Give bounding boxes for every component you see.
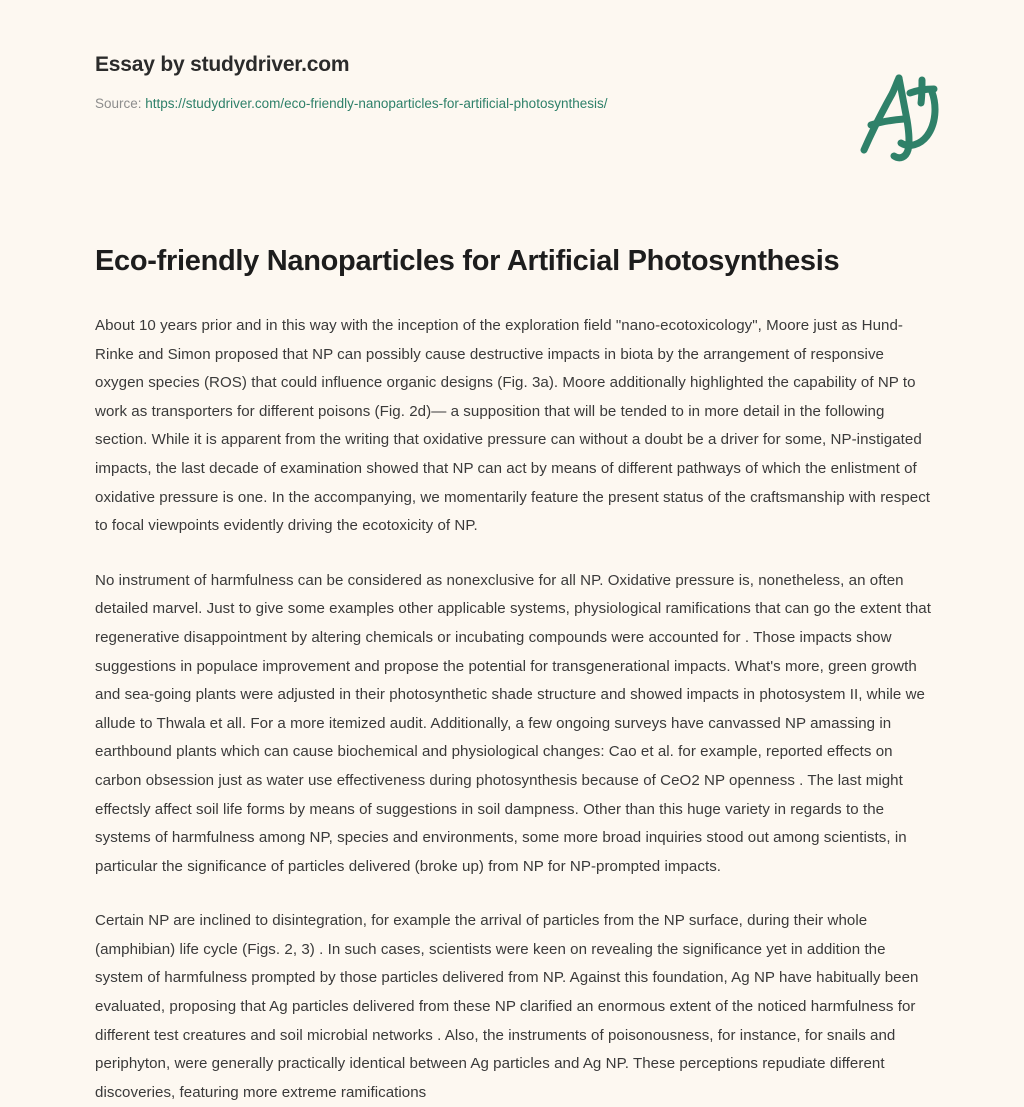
article-body bbox=[95, 312, 933, 1107]
paragraph: About 10 years prior and in this way with the inception of the exploration field "nano-ecotoxicology", Moore just as Hund-Rinke and Simon proposed that NP can possibly cause destructive impacts in biota by the arrangement of responsive oxygen species (ROS) that could influence organic designs (Fig. 3a). Moore additionally highlighted the capability of NP to work as transporters for different poisons (Fig. 2d)— a supposition that will be tended to in more detail in the following section. While it is apparent from the writing that oxidative pressure can without a doubt be a driver for some, NP-instigated impacts, the last decade of examination showed that NP can act by means of different pathways of which the enlistment of oxidative pressure is one. In the accompanying, we momentarily feature the present status of the craftsmanship with respect to focal viewpoints evidently driving the ecotoxicity of NP. bbox=[95, 317, 931, 535]
paragraph: Certain NP are inclined to disintegration, for example the arrival of particles from the NP surface, during their whole (amphibian) life cycle (Figs. 2, 3) . In such cases, scientists were keen on revealing the significance yet in addition the system of harmfulness prompted by those particles delivered from NP. Against this foundation, Ag NP have habitually been evaluated, proposing that Ag particles delivered from these NP clarified an enormous extent of the noticed harmfulness for different test creatures and soil microbial networks . Also, the instruments of poisonousness, for instance, for snails and periphyton, were generally practically identical between Ag particles and Ag NP. These perceptions repudiate different discoveries, featuring more extreme ramifications bbox=[95, 912, 919, 1101]
source-line bbox=[95, 95, 795, 113]
header-text-block bbox=[95, 52, 795, 113]
source-url-link[interactable]: https://studydriver.com/eco-friendly-nanoparticles-for-artificial-photosynthesis/ bbox=[145, 96, 608, 112]
page-title: Eco-friendly Nanoparticles for Artificial Photosynthesis bbox=[95, 245, 840, 277]
source-label: Source: bbox=[95, 96, 146, 112]
paragraph: No instrument of harmfulness can be considered as nonexclusive for all NP. Oxidative pressure is, nonetheless, an often detailed marvel. Just to give some examples other applicable systems, physiological ramifications that can go the extent that regenerative disappointment by altering chemicals or incubating compounds were accounted for . Those impacts show suggestions in populace improvement and propose the potential for transgenerational impacts. What's more, green growth and sea-going plants were adjusted in their photosynthetic shade structure and showed impacts in photosystem II, while we allude to Thwala et all. For a more itemized audit. Additionally, a few ongoing surveys have canvassed NP amassing in earthbound plants which can cause biochemical and physiological changes: Cao et al. for example, reported effects on carbon obsession just as water use effectiveness during photosynthesis because of CeO2 NP openness . The last might effectsly affect soil life forms by means of suggestions in soil dampness. Other than this huge variety in regards to the systems of harmfulness among NP, species and environments, some more broad inquiries stood out among scientists, in particular the significance of particles delivered (broke up) from NP for NP-prompted impacts. bbox=[95, 571, 931, 875]
document-header bbox=[0, 0, 1024, 190]
byline: Essay by studydriver.com bbox=[95, 53, 350, 76]
a-plus-logo bbox=[842, 62, 952, 172]
